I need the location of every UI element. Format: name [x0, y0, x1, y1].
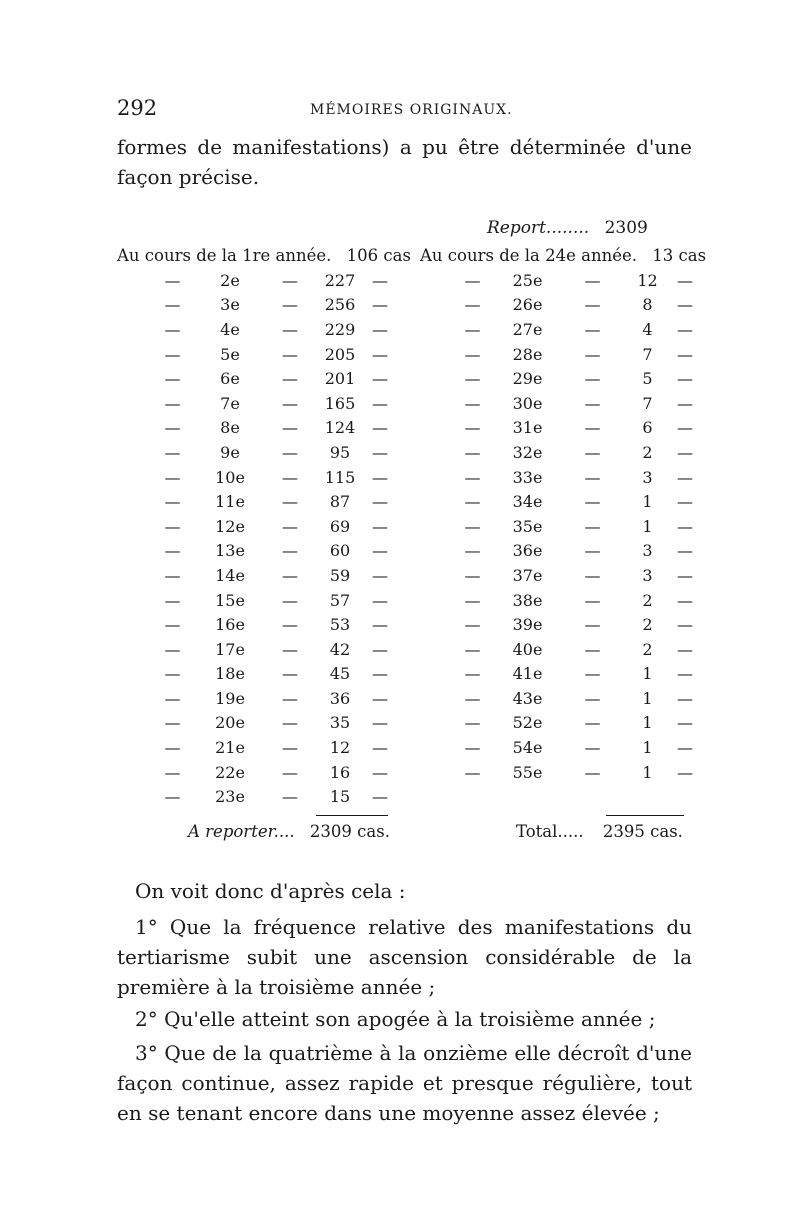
left-ditto-dash: — [164, 369, 181, 389]
right-ditto-dash: — [677, 615, 693, 635]
left-total-value: 2309 cas. [309, 822, 390, 841]
left-year: 2e [220, 270, 240, 290]
left-ditto-dash: — [372, 344, 388, 364]
right-ditto-dash: — [677, 590, 693, 610]
left-ditto-dash: — [282, 541, 298, 561]
left-ditto-dash: — [164, 688, 181, 708]
right-ditto-dash: — [584, 467, 601, 487]
left-ditto-dash: — [164, 295, 181, 315]
left-count: 227 [324, 270, 356, 290]
left-ditto-dash: — [372, 762, 388, 782]
left-count: 165 [324, 393, 356, 413]
right-ditto-dash: — [464, 565, 481, 585]
right-ditto-dash: — [584, 713, 601, 733]
left-ditto-dash: — [282, 393, 298, 413]
right-row [455, 440, 695, 465]
right-ditto-dash: — [677, 565, 693, 585]
right-ditto-dash: — [584, 369, 601, 389]
right-row [455, 539, 695, 564]
left-row [150, 514, 395, 539]
intro-text: formes de manifestations) a pu être déterminée d'une façon précise. [117, 135, 692, 189]
right-header-label: Au cours de la 24e année. [420, 246, 637, 265]
right-count: 4 [642, 319, 653, 339]
right-count: 7 [642, 344, 653, 364]
right-ditto-dash: — [677, 762, 693, 782]
left-row [150, 662, 395, 687]
right-ditto-dash: — [677, 418, 693, 438]
left-year: 15e [215, 590, 245, 610]
right-sum-rule [606, 815, 684, 816]
right-year: 31e [512, 418, 543, 438]
left-ditto-dash: — [164, 270, 181, 290]
left-ditto-dash: — [372, 319, 388, 339]
left-count: 16 [329, 762, 351, 782]
left-ditto-dash: — [282, 369, 298, 389]
right-ditto-dash: — [464, 295, 481, 315]
right-ditto-dash: — [464, 467, 481, 487]
right-count: 1 [642, 688, 653, 708]
left-ditto-dash: — [372, 615, 388, 635]
left-row [150, 637, 395, 662]
right-year: 33e [512, 467, 543, 487]
right-row [455, 489, 695, 514]
left-year: 9e [220, 442, 240, 462]
left-ditto-dash: — [282, 688, 298, 708]
left-row [150, 391, 395, 416]
right-ditto-dash: — [677, 344, 693, 364]
left-year: 10e [215, 467, 245, 487]
left-year: 20e [215, 713, 245, 733]
left-year: 7e [220, 393, 240, 413]
right-row [455, 662, 695, 687]
right-count: 3 [642, 467, 653, 487]
left-ditto-dash: — [372, 590, 388, 610]
left-ditto-dash: — [372, 467, 388, 487]
left-sum-rule [316, 815, 388, 816]
right-count: 1 [642, 762, 653, 782]
left-ditto-dash: — [164, 787, 181, 807]
right-ditto-dash: — [677, 664, 693, 684]
right-count: 1 [642, 713, 653, 733]
right-row [455, 317, 695, 342]
left-year: 4e [220, 319, 240, 339]
left-row [150, 317, 395, 342]
right-total-label: Total..... [516, 822, 584, 841]
left-ditto-dash: — [282, 713, 298, 733]
right-year: 52e [512, 713, 543, 733]
left-ditto-dash: — [282, 762, 298, 782]
running-title: MÉMOIRES ORIGINAUX. [310, 102, 513, 118]
left-ditto-dash: — [164, 762, 181, 782]
right-ditto-dash: — [677, 270, 693, 290]
right-ditto-dash: — [584, 639, 601, 659]
left-row [150, 342, 395, 367]
right-count: 1 [642, 664, 653, 684]
left-row [150, 465, 395, 490]
left-ditto-dash: — [164, 565, 181, 585]
right-year: 36e [512, 541, 543, 561]
right-ditto-dash: — [584, 688, 601, 708]
left-ditto-dash: — [164, 442, 181, 462]
left-header-value: 106 cas [346, 246, 411, 265]
right-ditto-dash: — [464, 393, 481, 413]
left-ditto-dash: — [164, 516, 181, 536]
left-ditto-dash: — [282, 467, 298, 487]
left-ditto-dash: — [372, 492, 388, 512]
left-year: 19e [215, 688, 245, 708]
right-row [455, 514, 695, 539]
left-year: 6e [220, 369, 240, 389]
left-ditto-dash: — [372, 713, 388, 733]
right-row [455, 760, 695, 785]
right-ditto-dash: — [584, 541, 601, 561]
left-header [117, 246, 411, 265]
right-year: 26e [512, 295, 543, 315]
left-year: 8e [220, 418, 240, 438]
left-row [150, 711, 395, 736]
report-line [487, 218, 648, 238]
left-row [150, 293, 395, 318]
left-row [150, 440, 395, 465]
left-year: 17e [215, 639, 245, 659]
left-total [188, 822, 390, 841]
left-ditto-dash: — [282, 738, 298, 758]
left-ditto-dash: — [164, 319, 181, 339]
right-row [455, 563, 695, 588]
right-row [455, 416, 695, 441]
left-ditto-dash: — [282, 565, 298, 585]
right-ditto-dash: — [464, 492, 481, 512]
left-row [150, 784, 395, 809]
right-ditto-dash: — [677, 639, 693, 659]
left-row [150, 686, 395, 711]
left-count: 53 [329, 615, 351, 635]
right-ditto-dash: — [464, 418, 481, 438]
right-row [455, 293, 695, 318]
left-ditto-dash: — [372, 442, 388, 462]
left-row [150, 366, 395, 391]
right-ditto-dash: — [584, 615, 601, 635]
right-count: 2 [642, 442, 653, 462]
right-count: 7 [642, 393, 653, 413]
right-ditto-dash: — [584, 295, 601, 315]
right-row [455, 612, 695, 637]
left-count: 87 [329, 492, 351, 512]
right-ditto-dash: — [464, 615, 481, 635]
right-count: 8 [642, 295, 653, 315]
right-row [455, 686, 695, 711]
right-ditto-dash: — [677, 713, 693, 733]
left-ditto-dash: — [282, 418, 298, 438]
right-row [455, 342, 695, 367]
left-year: 11e [215, 492, 245, 512]
left-ditto-dash: — [282, 664, 298, 684]
left-ditto-dash: — [372, 787, 388, 807]
right-ditto-dash: — [464, 664, 481, 684]
right-ditto-dash: — [464, 319, 481, 339]
right-year: 38e [512, 590, 543, 610]
left-row [150, 268, 395, 293]
right-ditto-dash: — [464, 270, 481, 290]
right-ditto-dash: — [584, 270, 601, 290]
right-year: 25e [512, 270, 543, 290]
right-ditto-dash: — [677, 688, 693, 708]
right-ditto-dash: — [584, 492, 601, 512]
left-ditto-dash: — [282, 516, 298, 536]
left-row [150, 612, 395, 637]
right-count: 2 [642, 639, 653, 659]
left-count: 15 [329, 787, 351, 807]
right-total-value: 2395 cas. [602, 822, 683, 841]
left-year: 23e [215, 787, 245, 807]
right-ditto-dash: — [584, 393, 601, 413]
left-count: 42 [329, 639, 351, 659]
left-ditto-dash: — [282, 615, 298, 635]
right-ditto-dash: — [677, 393, 693, 413]
left-row [150, 735, 395, 760]
left-total-label: A reporter.... [188, 822, 295, 841]
right-count: 1 [642, 492, 653, 512]
left-ditto-dash: — [282, 787, 298, 807]
right-ditto-dash: — [464, 541, 481, 561]
left-ditto-dash: — [282, 590, 298, 610]
right-ditto-dash: — [464, 442, 481, 462]
right-ditto-dash: — [677, 738, 693, 758]
report-label: Report........ [487, 218, 590, 238]
right-year: 41e [512, 664, 543, 684]
left-ditto-dash: — [372, 393, 388, 413]
left-count: 124 [324, 418, 356, 438]
right-row [455, 588, 695, 613]
left-ditto-dash: — [282, 295, 298, 315]
right-ditto-dash: — [584, 762, 601, 782]
right-ditto-dash: — [584, 565, 601, 585]
left-count: 12 [329, 738, 351, 758]
paragraph-1: On voit donc d'après cela : [135, 879, 406, 903]
left-row [150, 416, 395, 441]
left-ditto-dash: — [282, 270, 298, 290]
left-header-label: Au cours de la 1re année. [117, 246, 332, 265]
left-ditto-dash: — [282, 344, 298, 364]
left-ditto-dash: — [164, 541, 181, 561]
right-ditto-dash: — [464, 738, 481, 758]
left-count: 69 [329, 516, 351, 536]
right-year: 27e [512, 319, 543, 339]
right-ditto-dash: — [677, 442, 693, 462]
right-ditto-dash: — [464, 590, 481, 610]
left-ditto-dash: — [164, 738, 181, 758]
left-year: 12e [215, 516, 245, 536]
right-count: 12 [637, 270, 658, 290]
left-count: 256 [324, 295, 356, 315]
right-row [455, 366, 695, 391]
left-count: 45 [329, 664, 351, 684]
left-ditto-dash: — [372, 688, 388, 708]
left-ditto-dash: — [164, 344, 181, 364]
right-ditto-dash: — [584, 442, 601, 462]
left-year: 13e [215, 541, 245, 561]
right-row [455, 268, 695, 293]
right-year: 29e [512, 369, 543, 389]
left-row [150, 588, 395, 613]
left-ditto-dash: — [164, 492, 181, 512]
left-count: 205 [324, 344, 356, 364]
right-count: 5 [642, 369, 653, 389]
right-header [420, 246, 706, 265]
left-row [150, 563, 395, 588]
left-count: 115 [324, 467, 356, 487]
left-ditto-dash: — [282, 442, 298, 462]
left-year: 22e [215, 762, 245, 782]
right-year: 39e [512, 615, 543, 635]
left-count: 201 [324, 369, 356, 389]
left-count: 35 [329, 713, 351, 733]
left-ditto-dash: — [372, 664, 388, 684]
left-count: 36 [329, 688, 351, 708]
left-row [150, 760, 395, 785]
right-ditto-dash: — [584, 319, 601, 339]
right-ditto-dash: — [464, 369, 481, 389]
right-ditto-dash: — [584, 664, 601, 684]
right-ditto-dash: — [677, 295, 693, 315]
right-count: 2 [642, 615, 653, 635]
right-ditto-dash: — [464, 516, 481, 536]
left-count: 57 [329, 590, 351, 610]
right-row [455, 711, 695, 736]
left-ditto-dash: — [372, 369, 388, 389]
paragraph-2: 1° Que la fréquence relative des manifestations du tertiarisme subit une ascension considérable de la première à la troisième année ; [117, 915, 692, 999]
left-ditto-dash: — [164, 713, 181, 733]
right-row [455, 735, 695, 760]
right-count: 2 [642, 590, 653, 610]
left-year: 3e [220, 295, 240, 315]
left-ditto-dash: — [372, 565, 388, 585]
left-ditto-dash: — [282, 492, 298, 512]
left-table [150, 268, 395, 809]
right-total [516, 822, 683, 841]
right-ditto-dash: — [464, 639, 481, 659]
right-ditto-dash: — [584, 418, 601, 438]
right-year: 40e [512, 639, 543, 659]
left-year: 16e [215, 615, 245, 635]
right-year: 35e [512, 516, 543, 536]
left-ditto-dash: — [164, 615, 181, 635]
right-count: 3 [642, 565, 653, 585]
right-ditto-dash: — [584, 516, 601, 536]
right-ditto-dash: — [464, 762, 481, 782]
right-row [455, 391, 695, 416]
right-year: 30e [512, 393, 543, 413]
left-ditto-dash: — [164, 590, 181, 610]
page-number: 292 [117, 96, 158, 120]
left-ditto-dash: — [372, 738, 388, 758]
left-ditto-dash: — [164, 418, 181, 438]
right-year: 55e [512, 762, 543, 782]
right-ditto-dash: — [677, 319, 693, 339]
right-ditto-dash: — [584, 590, 601, 610]
left-year: 5e [220, 344, 240, 364]
right-ditto-dash: — [464, 344, 481, 364]
left-ditto-dash: — [372, 418, 388, 438]
right-header-value: 13 cas [652, 246, 707, 265]
right-year: 34e [512, 492, 543, 512]
right-year: 32e [512, 442, 543, 462]
right-ditto-dash: — [677, 369, 693, 389]
left-ditto-dash: — [164, 467, 181, 487]
right-ditto-dash: — [584, 344, 601, 364]
right-ditto-dash: — [677, 467, 693, 487]
right-year: 54e [512, 738, 543, 758]
right-ditto-dash: — [677, 541, 693, 561]
left-ditto-dash: — [164, 664, 181, 684]
left-ditto-dash: — [372, 270, 388, 290]
right-ditto-dash: — [464, 713, 481, 733]
left-count: 95 [329, 442, 351, 462]
left-row [150, 539, 395, 564]
left-ditto-dash: — [282, 319, 298, 339]
left-year: 14e [215, 565, 245, 585]
right-table [455, 268, 695, 784]
right-ditto-dash: — [584, 738, 601, 758]
right-year: 28e [512, 344, 543, 364]
right-row [455, 637, 695, 662]
right-count: 6 [642, 418, 653, 438]
left-ditto-dash: — [372, 639, 388, 659]
left-year: 18e [215, 664, 245, 684]
left-row [150, 489, 395, 514]
right-year: 37e [512, 565, 543, 585]
left-count: 229 [324, 319, 356, 339]
left-ditto-dash: — [372, 541, 388, 561]
right-ditto-dash: — [464, 688, 481, 708]
left-count: 60 [329, 541, 351, 561]
left-ditto-dash: — [372, 516, 388, 536]
left-ditto-dash: — [282, 639, 298, 659]
report-value: 2309 [604, 218, 648, 238]
paragraph-4: 3° Que de la quatrième à la onzième elle décroît d'une façon continue, assez rapide et presque régulière, tout en se tenant encore dans une moyenne assez élevée ; [117, 1041, 692, 1125]
paragraph-3: 2° Qu'elle atteint son apogée à la troisième année ; [135, 1007, 656, 1031]
left-ditto-dash: — [164, 393, 181, 413]
right-ditto-dash: — [677, 492, 693, 512]
left-ditto-dash: — [164, 639, 181, 659]
right-count: 1 [642, 738, 653, 758]
left-year: 21e [215, 738, 245, 758]
left-count: 59 [329, 565, 351, 585]
left-ditto-dash: — [372, 295, 388, 315]
right-count: 1 [642, 516, 653, 536]
right-count: 3 [642, 541, 653, 561]
right-year: 43e [512, 688, 543, 708]
right-row [455, 465, 695, 490]
right-ditto-dash: — [677, 516, 693, 536]
